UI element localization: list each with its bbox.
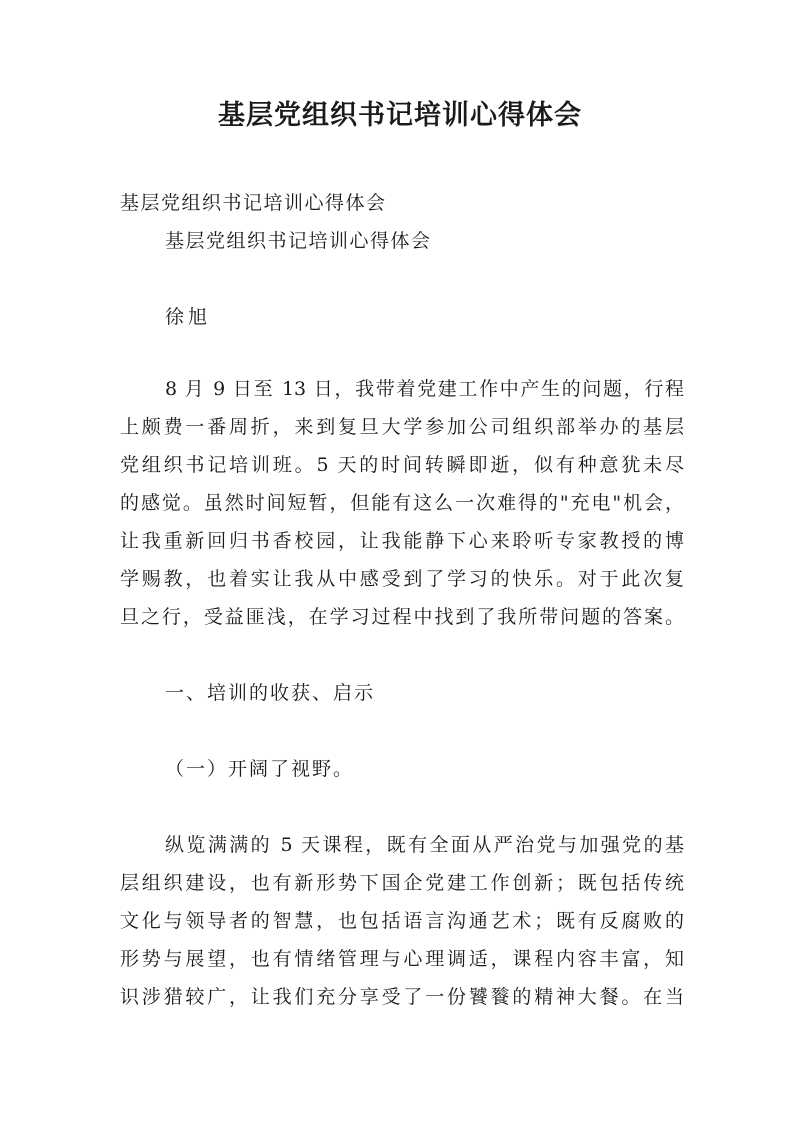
paragraph-line: 学赐教，也着实让我从中感受到了学习的快乐。对于此次复 (120, 568, 684, 590)
paragraph-line: 层组织建设，也有新形势下国企党建工作创新；既包括传统 (120, 872, 684, 894)
document-subtitle-repeat: 基层党组织书记培训心得体会 (165, 230, 432, 252)
subsection-heading: （一）开阔了视野。 (165, 758, 355, 780)
paragraph-line: 的感觉。虽然时间短暂，但能有这么一次难得的"充电"机会， (120, 492, 684, 514)
paragraph-line: 文化与领导者的智慧，也包括语言沟通艺术；既有反腐败的 (120, 910, 684, 932)
section-heading: 一、培训的收获、启示 (165, 682, 376, 704)
paragraph-line: 形势与展望，也有情绪管理与心理调适，课程内容丰富，知 (120, 948, 684, 970)
paragraph-line: 8 月 9 日至 13 日，我带着党建工作中产生的问题，行程 (165, 378, 684, 400)
paragraph-line: 让我重新回归书香校园，让我能静下心来聆听专家教授的博 (120, 530, 684, 552)
paragraph-line: 上颇费一番周折，来到复旦大学参加公司组织部举办的基层 (120, 416, 684, 438)
paragraph-line: 纵览满满的 5 天课程，既有全面从严治党与加强党的基 (165, 834, 684, 856)
paragraph-line: 旦之行，受益匪浅，在学习过程中找到了我所带问题的答案。 (120, 606, 684, 628)
document-subtitle: 基层党组织书记培训心得体会 (120, 192, 387, 214)
paragraph-line: 识涉猎较广，让我们充分享受了一份饕餮的精神大餐。在当 (120, 986, 684, 1008)
author-name: 徐旭 (165, 306, 212, 328)
paragraph-courses (120, 833, 684, 1023)
paragraph-intro (120, 377, 684, 643)
paragraph-line: 党组织书记培训班。5 天的时间转瞬即逝，似有种意犹未尽 (120, 454, 684, 476)
document-title: 基层党组织书记培训心得体会 (218, 100, 582, 131)
